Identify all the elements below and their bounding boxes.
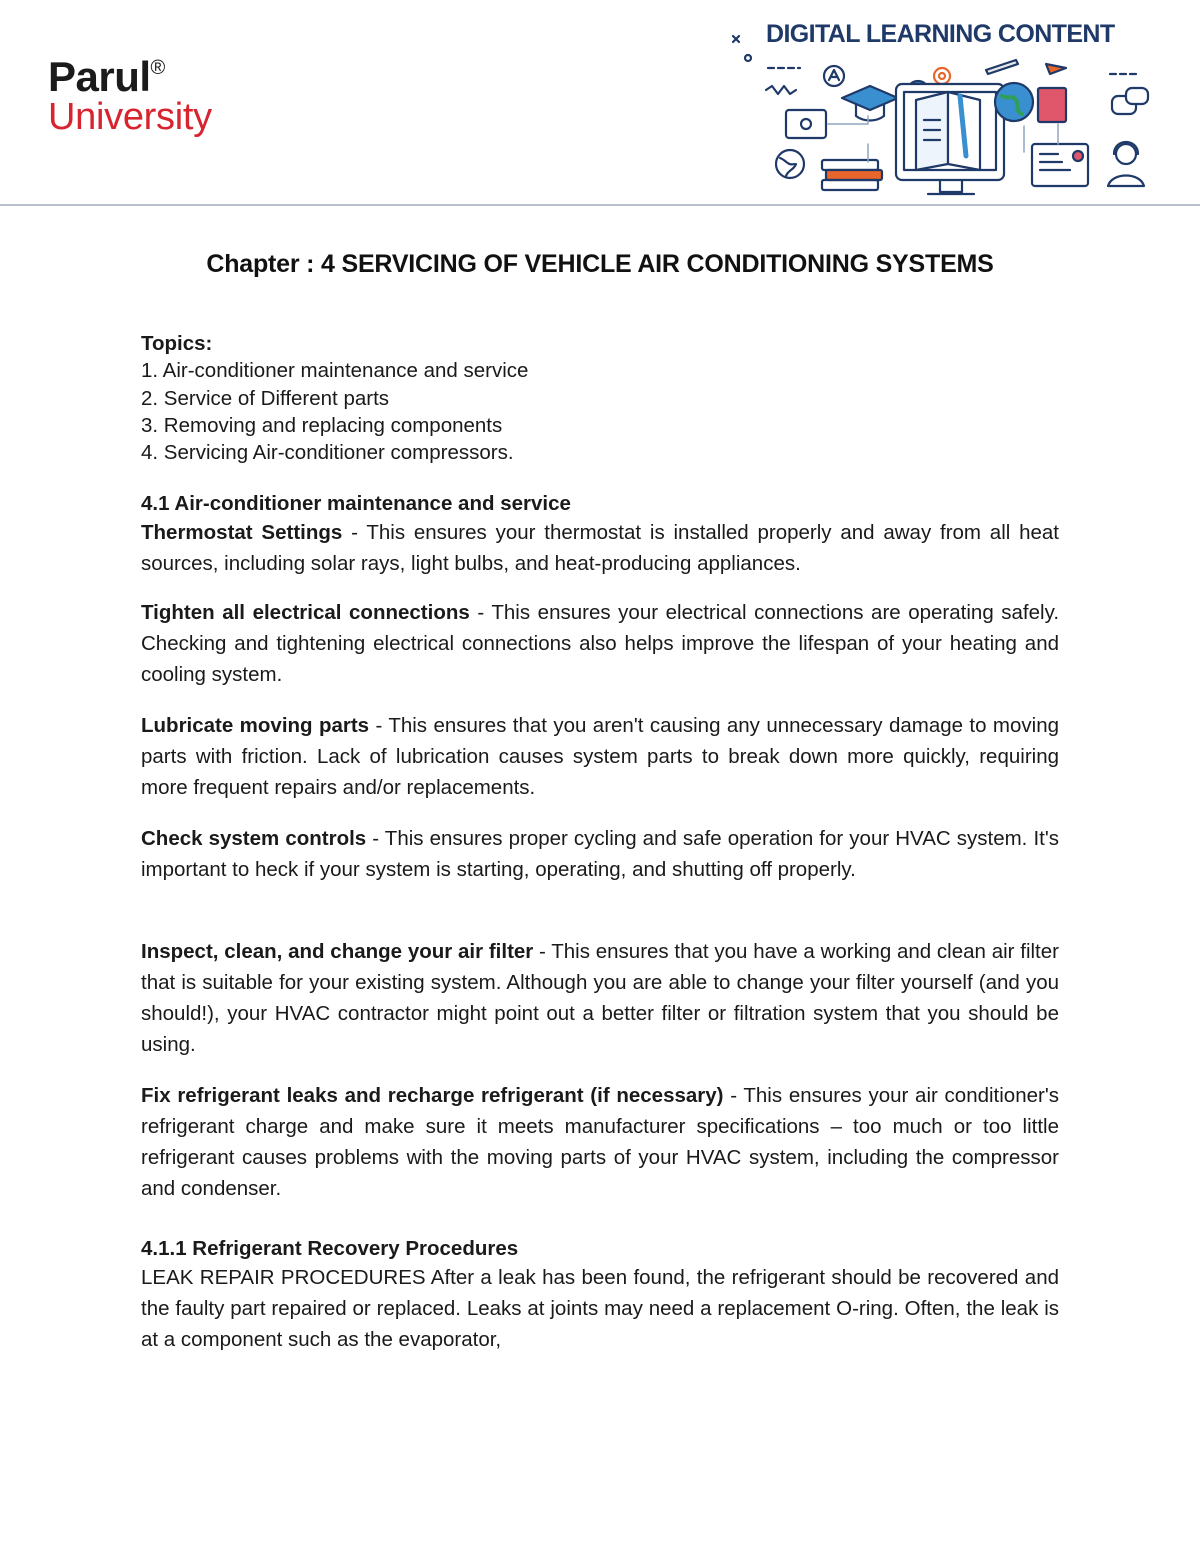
books-icon bbox=[822, 160, 882, 190]
paragraph-text: - This ensures your electrical connections are operating safely. Checking and tightening electrical connections also helps improve the lifespan of your heating and cooling system. bbox=[141, 601, 1060, 686]
digital-learning-illustration bbox=[728, 26, 1168, 206]
paragraph bbox=[141, 823, 1059, 885]
registered-mark: ® bbox=[150, 57, 165, 79]
paragraph bbox=[141, 936, 1059, 1060]
topic-item: 4. Servicing Air-conditioner compressors. bbox=[141, 441, 514, 465]
paragraph-term: Thermostat Settings bbox=[141, 521, 343, 544]
topic-item: 2. Service of Different parts bbox=[141, 386, 390, 410]
arrow-icon bbox=[1046, 64, 1066, 74]
earth-icon bbox=[776, 150, 804, 178]
pencil-icon bbox=[986, 60, 1018, 74]
paragraph bbox=[141, 597, 1059, 690]
paragraph-term: Fix refrigerant leaks and recharge refrigerant (if necessary) bbox=[141, 1084, 724, 1107]
gear-icon bbox=[934, 68, 950, 84]
camera-icon bbox=[786, 110, 826, 138]
wave-icon bbox=[766, 86, 796, 94]
certificate-icon bbox=[1032, 144, 1088, 186]
page-header bbox=[0, 0, 1200, 205]
paragraph bbox=[141, 517, 1059, 579]
topic-item: 3. Removing and replacing components bbox=[141, 413, 503, 437]
paragraph-text: - This ensures your thermostat is installed properly and away from all heat sources, including solar rays, light bulbs, and heat-producing appliances. bbox=[141, 521, 1059, 575]
section-4-1-1 bbox=[141, 1235, 1059, 1355]
paragraph-text: - This ensures that you have a working and clean air filter that is suitable for your existing system. Although you are able to change your filter yourself (and you should!), your HVAC contractor might point out a better filter or filtration system that you should be using. bbox=[141, 940, 1059, 1056]
book-icon bbox=[916, 92, 980, 170]
sparkle-icon bbox=[733, 36, 739, 42]
university-logo bbox=[48, 53, 212, 138]
section-4-1-intro bbox=[141, 490, 1059, 579]
support-person-icon bbox=[1108, 142, 1144, 186]
globe-icon bbox=[995, 83, 1033, 121]
notebook-icon bbox=[1038, 88, 1066, 122]
section-heading: 4.1 Air-conditioner maintenance and service bbox=[141, 492, 571, 515]
paragraph bbox=[141, 1080, 1059, 1204]
topics-list bbox=[141, 330, 1059, 466]
section-heading: 4.1.1 Refrigerant Recovery Procedures bbox=[141, 1237, 519, 1260]
paragraph-term: Tighten all electrical connections bbox=[141, 601, 470, 624]
dot-icon bbox=[745, 55, 751, 61]
paragraph-text: LEAK REPAIR PROCEDURES After a leak has been found, the refrigerant should be recovered and the faulty part repaired or replaced. Leaks at joints may need a replacement O-ring. Often, the leak is at a component such as the evaporator, bbox=[141, 1266, 1059, 1351]
logo-subtitle: University bbox=[48, 96, 212, 138]
paragraph-text: - This ensures proper cycling and safe operation for your HVAC system. It's important to heck if your system is starting, operating, and shutting off properly. bbox=[141, 827, 1059, 881]
graduation-cap-icon bbox=[842, 86, 898, 121]
topics-label: Topics: bbox=[141, 332, 213, 355]
paragraph-term: Lubricate moving parts bbox=[141, 714, 370, 737]
topic-item: 1. Air-conditioner maintenance and service bbox=[141, 359, 529, 383]
digital-learning-title: DIGITAL LEARNING CONTENT bbox=[766, 20, 1115, 48]
chat-icon bbox=[1112, 88, 1148, 114]
chapter-title: Chapter : 4 SERVICING OF VEHICLE AIR CONDITIONING SYSTEMS bbox=[206, 250, 994, 278]
paragraph bbox=[141, 710, 1059, 803]
paragraph-term: Inspect, clean, and change your air filter bbox=[141, 940, 534, 963]
paragraph-text: - This ensures that you aren't causing any unnecessary damage to moving parts with friction. Lack of lubrication causes system parts to break down more quickly, requiring more frequent repairs and/or replacements. bbox=[141, 714, 1059, 799]
header-divider bbox=[0, 204, 1200, 206]
grade-badge-icon bbox=[824, 66, 844, 86]
logo-name: Parul bbox=[48, 53, 151, 100]
paragraph-term: Check system controls bbox=[141, 827, 367, 850]
paragraph-text: - This ensures your air conditioner's refrigerant charge and make sure it meets manufacturer specifications – too much or too little refrigerant causes problems with the moving parts of your HVAC system, including the compressor and condenser. bbox=[141, 1084, 1059, 1200]
